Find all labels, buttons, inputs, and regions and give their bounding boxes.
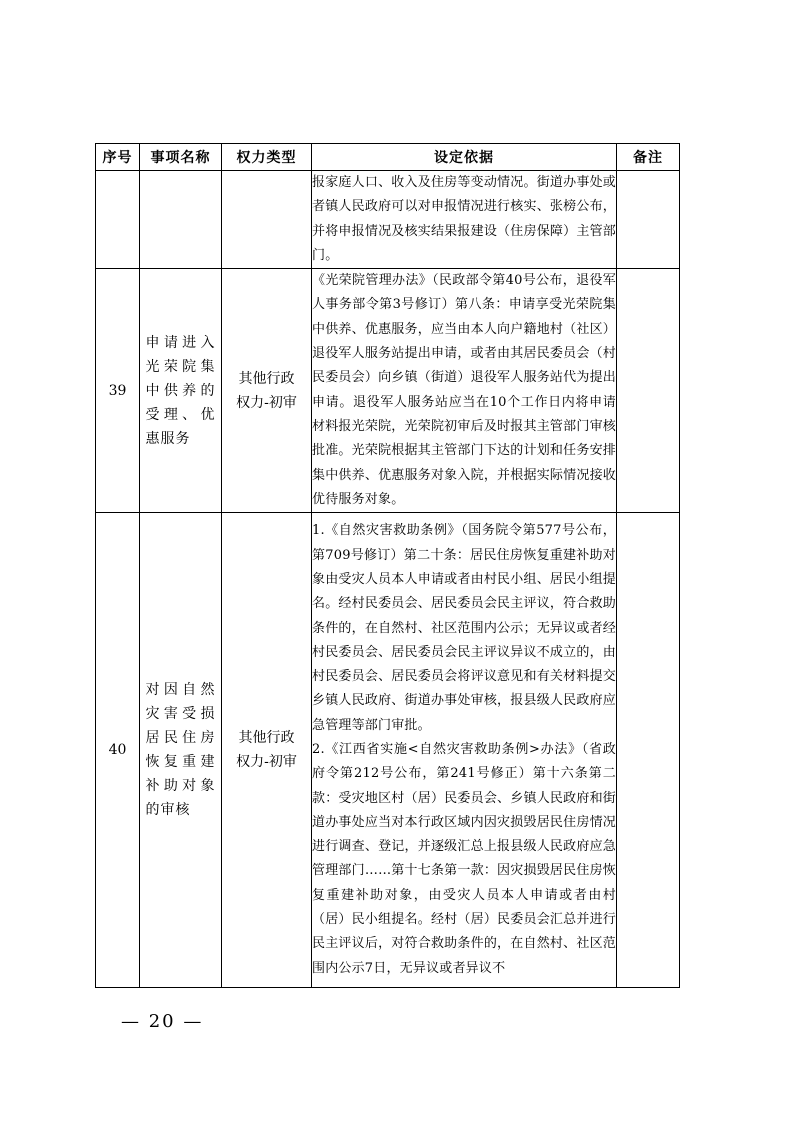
row-note bbox=[617, 171, 680, 269]
header-basis: 设定依据 bbox=[312, 144, 617, 171]
basis-paragraph: 报家庭人口、收入及住房等变动情况。街道办事处或者镇人民政府可以对申报情况进行核实、张榜公布，并将申报情况及核实结果报建设（住房保障）主管部门。 bbox=[312, 175, 616, 263]
table-row bbox=[96, 269, 680, 513]
power-items-table bbox=[95, 143, 680, 988]
header-type: 权力类型 bbox=[222, 144, 312, 171]
row-note bbox=[617, 513, 680, 988]
header-note: 备注 bbox=[617, 144, 680, 171]
row-note bbox=[617, 269, 680, 513]
row-type-text: 其他行政权力-初审 bbox=[236, 730, 297, 771]
basis-paragraph: 《光荣院管理办法》（民政部令第40号公布，退役军人事务部令第3号修订）第八条：申请享受光荣院集中供养、优惠服务，应当由本人向户籍地村（社区）退役军人服务站提出申请，或者由其居民委员会（村民委员会）向乡镇（街道）退役军人服务站代为提出申请。退役军人服务站应当在10个工作日内将申请材料报光荣院，光荣院初审后及时报其主管部门审核批准。光荣院根据其主管部门下达的计划和任务安排集中供养、优惠服务对象入院，并根据实际情况接收优待服务对象。 bbox=[312, 273, 616, 507]
row-type bbox=[222, 513, 312, 988]
basis-paragraph: 2.《江西省实施<自然灾害救助条例>办法》（省政府令第212号公布，第241号修正）第十六条第二款：受灾地区村（居）民委员会、乡镇人民政府和街道办事处应当对本行政区域内因灾损毁居民住房情况进行调查、登记，并逐级汇总上报县级人民政府应急管理部门……第十七条第一款：因灾损毁居民住房恢复重建补助对象，由受灾人员本人申请或者由村（居）民小组提名。经村（居）民委员会汇总并进行民主评议后，对符合救助条件的，在自然村、社区范围内公示7日，无异议或者异议不 bbox=[312, 742, 616, 976]
row-name bbox=[140, 171, 222, 269]
row-no: 39 bbox=[96, 269, 140, 513]
row-type-text: 其他行政权力-初审 bbox=[236, 370, 297, 411]
row-no bbox=[96, 171, 140, 269]
row-name-text: 申请进入光荣院集中供养的受理、优惠服务 bbox=[145, 334, 216, 447]
header-name: 事项名称 bbox=[140, 144, 222, 171]
table-row bbox=[96, 513, 680, 988]
header-no: 序号 bbox=[96, 144, 140, 171]
row-basis bbox=[312, 513, 617, 988]
row-basis bbox=[312, 269, 617, 513]
table-row bbox=[96, 171, 680, 269]
row-basis bbox=[312, 171, 617, 269]
row-type bbox=[222, 171, 312, 269]
row-type bbox=[222, 269, 312, 513]
table-header-row bbox=[96, 144, 680, 171]
basis-paragraph: 1.《自然灾害救助条例》（国务院令第577号公布，第709号修订）第二十条：居民住房恢复重建补助对象由受灾人员本人申请或者由村民小组、居民小组提名。经村民委员会、居民委员会民主评议，符合救助条件的，在自然村、社区范围内公示；无异议或者经村民委员会、居民委员会民主评议异议不成立的，由村民委员会、居民委员会将评议意见和有关材料提交乡镇人民政府、街道办事处审核，报县级人民政府应急管理等部门审批。 bbox=[312, 523, 616, 733]
page-number: — 20 — bbox=[121, 1011, 204, 1032]
row-name bbox=[140, 269, 222, 513]
row-name bbox=[140, 513, 222, 988]
row-no: 40 bbox=[96, 513, 140, 988]
row-name-text: 对因自然灾害受损居民住房恢复重建补助对象的审核 bbox=[145, 682, 216, 819]
